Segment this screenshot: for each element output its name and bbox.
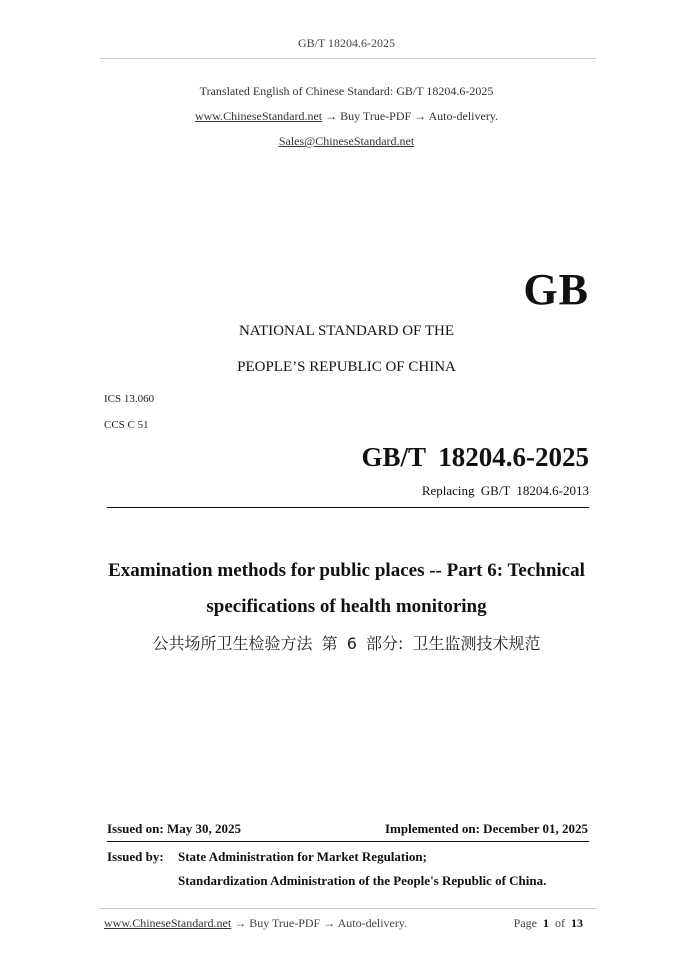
site-link[interactable]: www.ChineseStandard.net [194, 109, 323, 123]
purchase-line [0, 109, 693, 124]
title-divider [107, 507, 589, 508]
dates-divider [107, 841, 589, 842]
ics-code: ICS 13.060 [104, 393, 155, 405]
page-indicator [514, 916, 583, 931]
footer-divider [100, 908, 596, 909]
issued-by-label: Issued by: [107, 849, 164, 864]
gb-mark: GB [523, 265, 589, 314]
sales-email-link[interactable]: Sales@ChineseStandard.net [278, 134, 415, 148]
issuer-line1: State Administration for Market Regulation; [178, 849, 427, 864]
national-standard-line2: PEOPLE’S REPUBLIC OF CHINA [237, 359, 456, 375]
issuer-line2: Standardization Administration of the People's Republic of China. [178, 873, 547, 888]
ccs-code: CCS C 51 [104, 419, 149, 431]
page-total: 13 [571, 916, 583, 930]
header-divider [100, 58, 596, 59]
purchase-text: → Buy True-PDF → Auto-delivery. [322, 109, 499, 123]
issued-on-date: Issued on: May 30, 2025 [107, 821, 241, 836]
implemented-on-date: Implemented on: December 01, 2025 [384, 821, 588, 836]
footer-purchase-text: → Buy True-PDF → Auto-delivery. [231, 916, 408, 930]
translation-notice: Translated English of Chinese Standard: GB/T 18204.6-2025 [199, 84, 494, 98]
replacing-note: Replacing GB/T 18204.6-2013 [421, 483, 589, 498]
title-cn: 公共场所卫生检验方法 第 6 部分: 卫生监测技术规范 [152, 634, 541, 653]
title-en-line2: specifications of health monitoring [206, 596, 487, 617]
national-standard-line1: NATIONAL STANDARD OF THE [238, 323, 455, 339]
email-line [0, 134, 693, 149]
page-current: 1 [543, 916, 549, 930]
footer-site-link[interactable]: www.ChineseStandard.net [104, 916, 232, 930]
running-header: GB/T 18204.6-2025 [297, 36, 396, 50]
standard-number: GB/T 18204.6-2025 [361, 442, 589, 472]
page-label: Page [513, 916, 537, 930]
title-en-line1: Examination methods for public places -- Part 6: Technical [108, 560, 585, 581]
footer-purchase-line [104, 916, 407, 931]
of-label: of [555, 916, 565, 930]
